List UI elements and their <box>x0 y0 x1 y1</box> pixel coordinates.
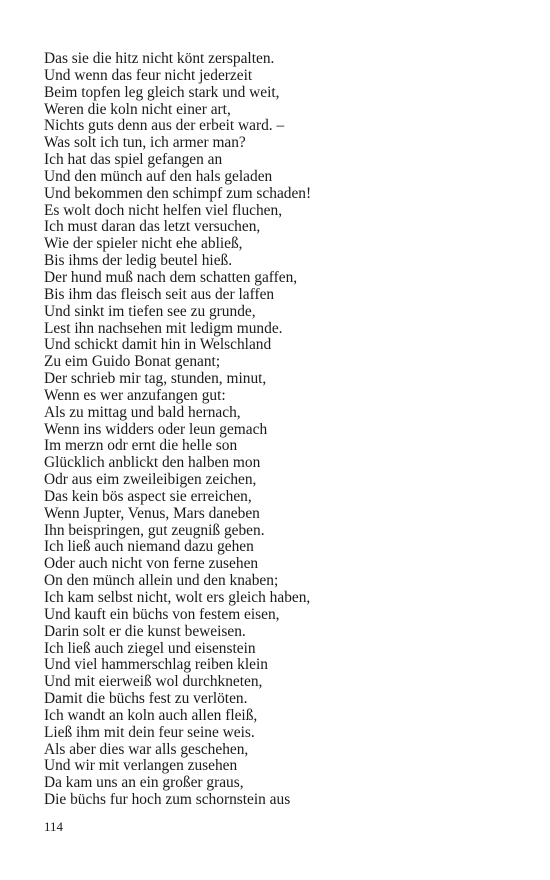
poem-line: Darin solt er die kunst beweisen. <box>44 622 246 640</box>
poem-line: Der hund muß nach dem schatten gaffen, <box>44 268 298 286</box>
poem-line: Bis ihm das fleisch seit aus der laffen <box>44 285 275 303</box>
poem-line: Wie der spieler nicht ehe abließ, <box>44 235 243 253</box>
poem-line: Wenn ins widders oder leun gemach <box>44 420 268 438</box>
poem-line: Und viel hammerschlag reiben klein <box>44 656 268 674</box>
poem-line: Was solt ich tun, ich armer man? <box>44 134 246 152</box>
poem-line: Ich ließ auch niemand dazu gehen <box>44 538 254 556</box>
poem-line: Oder auch nicht von ferne zusehen <box>44 555 259 573</box>
poem-line: Glücklich anblickt den halben mon <box>44 454 261 472</box>
poem-line: Wenn Jupter, Venus, Mars daneben <box>44 504 260 522</box>
poem-line: Als zu mittag und bald hernach, <box>44 403 241 421</box>
poem-line: Und kauft ein büchs von festem eisen, <box>44 605 280 623</box>
poem-line: Ich ließ auch ziegel und eisenstein <box>44 639 256 657</box>
poem-line: Lest ihn nachsehen mit ledigm munde. <box>44 319 283 337</box>
poem-line: Ich must daran das letzt versuchen, <box>44 218 261 236</box>
poem-line: Beim topfen leg gleich stark und weit, <box>44 83 280 101</box>
poem-line: Und schickt damit hin in Welschland <box>44 336 272 354</box>
poem-line: Wenn es wer anzufangen gut: <box>44 386 226 404</box>
poem-line: Und bekommen den schimpf zum schaden! <box>44 184 312 202</box>
poem-line: Nichts guts denn aus der erbeit ward. – <box>44 117 285 135</box>
poem-line: On den münch allein und den knaben; <box>44 572 279 590</box>
poem-line: Es wolt doch nicht helfen viel fluchen, <box>44 201 283 219</box>
poem-line: Weren die koln nicht einer art, <box>44 100 231 118</box>
poem-text <box>44 51 524 809</box>
poem-line: Da kam uns an ein großer graus, <box>44 774 244 792</box>
page-number: 114 <box>44 819 64 834</box>
poem-line: Ich hat das spiel gefangen an <box>44 151 223 169</box>
poem-line: Und den münch auf den hals geladen <box>44 167 273 185</box>
poem-line: Bis ihms der ledig beutel hieß. <box>44 252 233 270</box>
poem-line: Die büchs fur hoch zum schornstein aus <box>44 791 291 809</box>
poem-line: Das sie die hitz nicht könt zerspalten. <box>44 50 275 67</box>
poem-line: Ich kam selbst nicht, wolt ers gleich haben, <box>44 589 311 606</box>
poem-line: Und wir mit verlangen zusehen <box>44 757 238 775</box>
poem-line: Ließ ihm mit dein feur seine weis. <box>44 723 255 741</box>
poem-line: Und wenn das feur nicht jederzeit <box>44 66 253 84</box>
poem-line: Im merzn odr ernt die helle son <box>44 437 238 455</box>
poem-line: Ich wandt an koln auch allen fleiß, <box>44 706 258 724</box>
poem-line: Der schrieb mir tag, stunden, minut, <box>44 370 267 388</box>
poem-line: Und mit eierweiß wol durchkneten, <box>44 673 263 691</box>
poem-line: Das kein bös aspect sie erreichen, <box>44 487 252 505</box>
poem-line: Damit die büchs fest zu verlöten. <box>44 690 248 708</box>
poem-line: Ihn beispringen, gut zeugniß geben. <box>44 521 265 539</box>
poem-line: Zu eim Guido Bonat genant; <box>44 353 221 371</box>
poem-line: Und sinkt im tiefen see zu grunde, <box>44 302 256 320</box>
poem-line: Odr aus eim zweileibigen zeichen, <box>44 471 257 489</box>
poem-line: Als aber dies war alls geschehen, <box>44 740 249 758</box>
